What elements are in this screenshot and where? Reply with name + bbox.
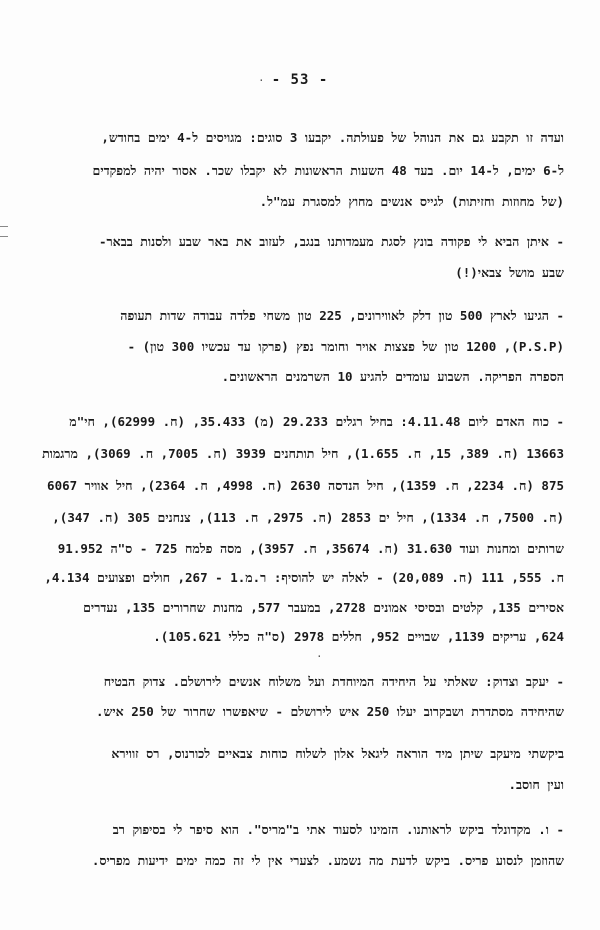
paragraph-6-line-2: ועין חוסב. <box>508 777 564 792</box>
paragraph-4-line-6: ח. 555, 111 (ח. 20,089) - לאלה יש להוסיף: ר.מ.1 - 267, חולים ופצועים 4.134, <box>44 570 564 585</box>
paragraph-4-line-1: - כוח האדם ליום 4.11.48: בחיל רגלים 29.233 (מ) 35.433, (ח. 62999), חי"מ <box>69 414 564 429</box>
paragraph-5-line-1: - יעקב וצדוק: שאלתי על היחידה המיוחדת ועל משלוח אנשים לירושלם. צדוק הבטיח <box>103 674 564 689</box>
scan-speck: · <box>258 74 265 87</box>
scan-edge-mark <box>0 226 8 227</box>
paragraph-4-line-4: (ח. 7500, ח. 1334), חיל ים 2853 (ח. 2975, ח. 113), צנחנים 305 (ח. 347), <box>52 510 564 525</box>
scan-edge-mark <box>0 236 8 237</box>
paragraph-3-line-3: הספרה הפריקה. השבוע עומדים להגיע 10 השרמנים הראשונים. <box>221 369 564 384</box>
paragraph-4-line-2: 13663 (ח. 389, 15, ח. 1.655), חיל תותחנים 3939 (ח. 7005, ח. 3069), מרגמות <box>42 446 564 461</box>
paragraph-7-line-2: שהוזמן לנסוע פריס. ביקש לדעת מה נשמע. לצערי אין לי זה כמה ימים ידיעות מפריס. <box>91 853 564 868</box>
paragraph-4-line-7: אסירים 135, קלטים ובסיסי אמונים 2728, במעבר 577, מחנות שחרורים 135, נעדרים <box>83 600 564 615</box>
paragraph-3-line-1: - הגיעו לארץ 500 טון דלק לאווירונים, 225 טון משחי פלדה עבודה שדות תעופה <box>120 308 564 323</box>
paragraph-4-line-5: שרותים ומחנות ועוד 31.630 (ח. 35674, ח. 3957), מסה פלמח 725 - ס"ה 91.952 <box>57 541 564 556</box>
page-number: - 53 - <box>271 72 329 88</box>
paragraph-4-line-8: 624, עריקים 1139, שבויים 952, חללים 2978 (ס"ה כללי 105.621). <box>153 629 564 644</box>
paragraph-7-line-1: - ו. מקדונלד ביקש לראותנו. הזמינו לסעוד אתי ב"מריס". הוא סיפר לי בסיפוק רב <box>112 822 564 837</box>
paragraph-5-line-2: שהיחידה מסתדרת ושבקרוב יעלו 250 איש לירושלם - שיאפשרו שחרור של 250 איש. <box>95 704 564 719</box>
paragraph-4-line-3: 875 (ח. 2234, ח. 1359), חיל הנדסה 2630 (ח. 4998, ח. 2364), חיל אוויר 6067 <box>47 478 564 493</box>
paragraph-1-line-1: ועדה זו תקבע גם את הנוהל של פעולתה. יקבעו 3 סוגים: מגויסים ל-4 ימים בחודש, <box>101 130 564 145</box>
scan-speck: · <box>316 650 323 663</box>
paragraph-2-line-1: - איתן הביא לי פקודה בונץ לסגת מעמדותנו בנגב, לעזוב את באר שבע ולסנות בבאר- <box>99 234 564 249</box>
paragraph-2-line-2: שבע מושל צבאי(!) <box>455 265 564 280</box>
paragraph-1-line-2: ל-6 ימים, ל-14 יום. בעד 48 השעות הראשונות לא יקבלו שכר. אסור יהיה למפקדים <box>92 163 564 178</box>
paragraph-1-line-3: (של מחוזות וחזיתות) לגייס אנשים מחוץ למסגרת עמ"ל. <box>259 194 564 209</box>
paragraph-3-line-2: (P.S.P), 1200 טון של פצצות אויר וחומר נפץ (פרקו עד עכשיו 300 טון) - <box>127 339 564 354</box>
paragraph-6-line-1: ביקשתי מיעקב שיתן מיד הוראה ליגאל אלון לשלוח כוחות צבאיים לכורנוס, רס זווירא <box>111 746 564 761</box>
